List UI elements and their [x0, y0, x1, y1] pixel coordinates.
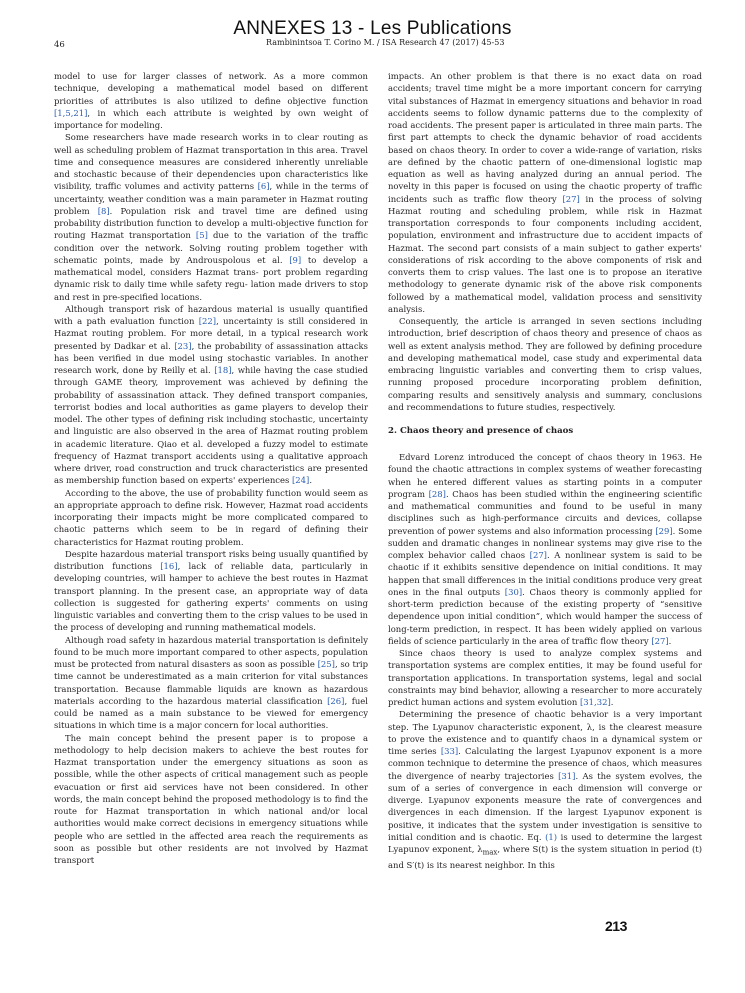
citation-link[interactable]: [22]: [198, 316, 217, 326]
running-head: Rambinintsoa T. Corino M. / ISA Research 47 (2017) 45-53: [266, 38, 505, 47]
citation-link[interactable]: [27]: [651, 635, 669, 646]
paragraph-text: Although transport risk of hazardous material is usually quantified with a path evaluation function: [54, 303, 368, 326]
citation-link[interactable]: [1,5,21]: [54, 107, 88, 118]
citation-link[interactable]: [8]: [97, 205, 110, 216]
citation-link[interactable]: [16]: [160, 561, 178, 571]
citation-link[interactable]: [30]: [504, 586, 523, 597]
paragraph-text: . Population risk and travel time are defined using probability distribution function to develop a multi-objective function for routing Hazmat transportation: [54, 205, 368, 241]
citation-link[interactable]: [29]: [655, 525, 673, 536]
folio-number: 213: [605, 918, 627, 934]
subscript: max: [482, 847, 498, 857]
equation-link[interactable]: (1): [545, 831, 558, 842]
paragraph-text: Determining the presence of chaotic behavior is a very important step. The Lyapunov characteristic exponent, λ, is the clearest measure to prove the existence and to quantify chaos in a dynamical system or time series: [388, 709, 702, 756]
citation-link[interactable]: [31,32]: [580, 697, 611, 707]
paragraph-text: .: [610, 697, 614, 707]
paragraph-text: , uncertainty is still considered in Hazmat routing problem. For more detail, in a typical research work presented by Dadkar et al.: [54, 316, 368, 351]
paragraph: [54, 487, 368, 548]
paragraph-text: . As the system evolves, the sum of a series of convergence in each dimension will converge or diverge. Lyapunov exponents measure the rate of convergences and divergences in each dimension. If the largest Lyapunov exponent is positive, it indicates that the system under investigation is sensitive to initial condition and is chaotic. Eq.: [388, 770, 702, 842]
paragraph-text: , lack of reliable data, particularly in developing countries, will hamper to achieve the best routes in Hazmat transport planning. In the present case, an appropriate way of data collection is suggested for gathering experts' comments on using linguistic variables and converting them to the crisp values to be used in the process of developing and running mathematical models.: [54, 561, 368, 633]
paragraph-text: , while having the case studied through GAME theory, improvement was achieved by defining the probability of assassination attack. They defined transport companies, terrorist bodies and local authorities as game players to develop their model. The other types of defining risk including stochastic, uncertainty and linguistic are also observed in the area of Hazmat routing problem in academic literature. Qiao et al. developed a fuzzy model to estimate frequency of Hazmat transport accidents using a qualitative approach where driver, road construction and truck characteristics are presented as membership function based on experts' experiences: [54, 365, 369, 486]
paragraph-text: .: [668, 635, 672, 646]
paragraph-text: Some researchers have made research works in to clear routing as well as scheduling problem of Hazmat transportation in this area. Travel time and consequence measures are considered inherently unreliable and stochastic because of their dependencies upon characteristics like visibility, traffic volumes and activity patterns: [54, 132, 368, 192]
paragraph-text: , the probability of assassination attacks has been verified in due model using stochastic variables. In another research work, done by Reilly et al.: [54, 340, 369, 375]
paragraph-text: , while in the terms of uncertainty, weather condition was a main parameter in Hazmat routing problem: [54, 181, 368, 216]
page-number: 46: [54, 40, 65, 50]
paragraph: [54, 70, 368, 131]
citation-link[interactable]: [27]: [529, 550, 547, 560]
paragraph: [54, 634, 368, 732]
paragraph: [388, 708, 702, 871]
citation-link[interactable]: [31]: [558, 770, 576, 781]
citation-link[interactable]: [23]: [174, 340, 192, 351]
citation-link[interactable]: [24]: [292, 475, 310, 486]
paragraph-text: . Some sudden and dramatic changes in nonlinear systems may give rise to the complex behavior called chaos: [388, 525, 702, 560]
paragraph-text: Since chaos theory is used to analyze complex systems and transportation systems are complex entities, it may be found useful for transportation applications. In transportation systems, legal and social constraints may bind behavior, allowing a researcher to more accurately predict human actions and system evolution: [388, 648, 702, 707]
citation-link[interactable]: [26]: [327, 695, 345, 706]
paragraph: [388, 315, 702, 413]
paragraph: [388, 647, 702, 708]
paragraph-text: . Chaos theory is commonly applied for short-term prediction because of the existing property of “sensitive dependence upon initial condition”, which would hamper the success of long-term prediction, in respect. It has been widely applied on various fields of science particularly in the area of traffic flow theory: [388, 586, 703, 646]
paragraph-text: Although road safety in hazardous material transportation is definitely found to be much more important compared to other aspects, population must be protected from natural disasters as soon as possible: [54, 634, 368, 669]
citation-link[interactable]: [18]: [214, 365, 232, 375]
paragraph-text: model to use for larger classes of network. As a more common technique, developing a mathematical model based on different priorities of attributes is also utilized to define objective function: [54, 71, 368, 106]
annex-banner: ANNEXES 13 - Les Publications: [233, 18, 512, 39]
paragraph: [54, 548, 368, 634]
paragraph-text: is used to determine the largest Lyapunov exponent, λ: [388, 831, 702, 854]
paragraph-text: , fuel could be named as a main substance to be viewed for emergency situations in which time is a major concern for local authorities.: [54, 695, 368, 731]
paragraph-text: . Chaos has been studied within the engineering scientific and mathematical communities and found to be useful in many disciplines such as high-performance circuits and devices, collapse prevention of power systems and also information processing: [388, 488, 702, 536]
paragraph-text: According to the above, the use of probability function would seem as an appropriate approach to define risk. However, Hazmat road accidents incorporating their impacts might be more complicated compared to chaotic patterns which seem to be in regard of defining their characteristics for Hazmat routing problem.: [54, 487, 368, 547]
paragraph-text: . Calculating the largest Lyapunov exponent is a more common technique to determine the presence of chaos, which measures the divergence of nearby trajectories: [388, 746, 702, 781]
paragraph-text: Edvard Lorenz introduced the concept of chaos theory in 1963. He found the chaotic attractions in complex systems of weather forecasting when he entered different values as starting points in a computer program: [388, 452, 702, 499]
paragraph-text: The main concept behind the present paper is to propose a methodology to help decision makers to achieve the best routes for Hazmat transportation under the emergency situations as soon as possible, while the other aspects of critical management such as people evacuation or first aid services have not been considered. In other words, the main concept behind the proposed methodology is to find the route for Hazmat transportation in which national and/or local authorities would make correct decisions in emergency situations while people who are settled in the affected area reach the requirements as soon as possible but other residents are not involved by Hazmat transport: [54, 732, 368, 865]
paragraph-text: .: [309, 475, 313, 486]
citation-link[interactable]: [33]: [440, 746, 459, 756]
citation-link[interactable]: [25]: [317, 659, 335, 669]
citation-link[interactable]: [28]: [428, 488, 446, 499]
paragraph-text: , so trip time cannot be underestimated as a main criterion for vital substances transportation. Because flammable liquids are known as hazardous materials according to the hazardous material classification: [54, 659, 369, 706]
paragraph-text: . A nonlinear system is said to be chaotic if it exhibits sensitive dependence on initial conditions. It may happen that small differences in the initial conditions produce very great ones in the final outputs: [388, 550, 702, 597]
citation-link[interactable]: [27]: [562, 193, 580, 204]
paragraph-text: due to the variation of the traffic condition over the network. Solving routing problem together with schematic points, made by Androuspolous et al.: [54, 230, 369, 265]
paragraph: [388, 451, 702, 647]
paragraph-text: , in which each attribute is weighted by own weight of importance for modeling.: [54, 107, 368, 130]
section-heading: 2. Chaos theory and presence of chaos: [388, 426, 574, 436]
left-column: [54, 70, 368, 866]
citation-link[interactable]: [9]: [289, 254, 302, 265]
citation-link[interactable]: [6]: [257, 181, 270, 192]
paragraph: [388, 70, 702, 315]
paragraph-text: to develop a mathematical model, considers Hazmat trans- port problem regarding dynamic risk to daily time while safety regu- lation made drivers to stop and rest in pre-specified locations.: [54, 254, 368, 302]
paragraph: [54, 732, 368, 867]
paragraph-text: in the process of solving Hazmat routing and scheduling problem, while risk in Hazmat transportation corresponds to four components including accident, population, environment and infrastructure due to accident impacts of Hazmat. The second part consists of a main subject to gather experts' considerations of risk according to the above components of risk and converts them to crisp values. The last one is to propose an iterative methodology to generate dynamic risk of the above risk components followed by a mathematical model, validation process and sensitivity analysis.: [388, 193, 703, 314]
paragraph-text: impacts. An other problem is that there is no exact data on road accidents; travel time might be a more important concern for carrying vital substances of Hazmat in emergency situations and behavior in road accidents seems to follow dynamic patterns due to the complexity of road accidents. The present paper is articulated in three main parts. The first part attempts to check the dynamic behavior of road accidents based on chaos theory. In order to cover a wide-range of variation, risks are defined by the chaotic pattern of one-dimensional logistic map equation as well as having analyzed during an annual period. The novelty in this paper is focused on using the chaotic property of traffic incidents such as traffic flow theory: [388, 71, 702, 204]
paragraph: [54, 131, 368, 303]
citation-link[interactable]: [5]: [195, 230, 208, 241]
paragraph-text: , where S(t) is the system situation in period (t) and S′(t) is its nearest neighbor. In this: [388, 844, 702, 870]
paragraph-text: Despite hazardous material transport risks being usually quantified by distribution functions: [54, 548, 368, 571]
right-column: [388, 70, 702, 871]
paragraph: [54, 303, 368, 487]
paragraph-text: Consequently, the article is arranged in seven sections including introduction, brief description of chaos theory and presence of chaos as well as extent analysis method. They are followed by defining procedure and developing mathematical model, case study and experimental data embracing linguistic variables and converting them to crisp values, running proposed procedure incorporating problem definition, comparing results and sensitively analysis and summary, conclusions and recommendations to future studies, respectively.: [388, 316, 702, 412]
